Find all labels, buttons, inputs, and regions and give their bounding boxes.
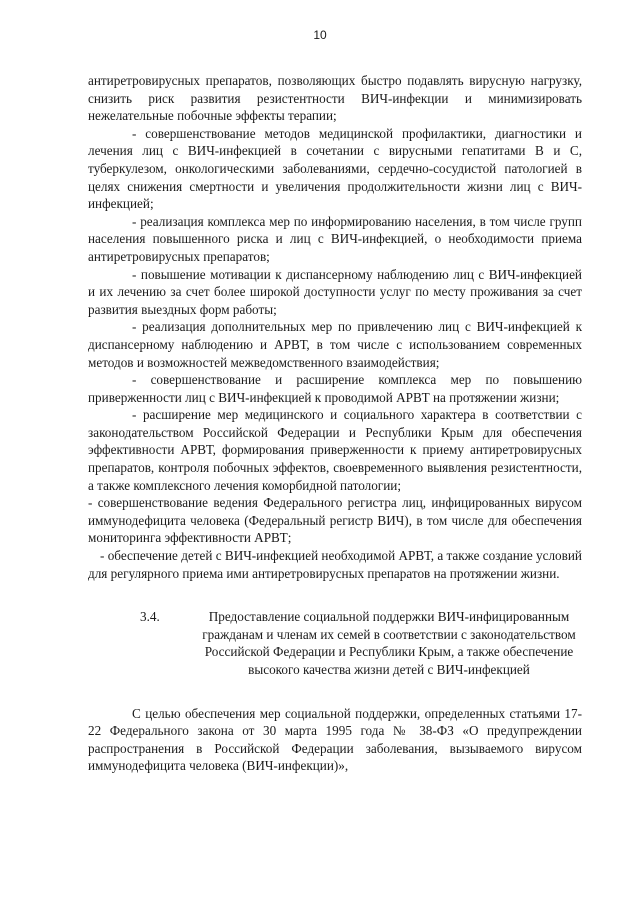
section-heading bbox=[88, 608, 582, 678]
list-item-additional-measures: - реализация дополнительных мер по привлечению лиц с ВИЧ-инфекцией к диспансерному наблюдению и АРВТ, в том числе с использованием современных методов и возможностей межведомственного взаимодействия; bbox=[88, 319, 582, 370]
list-item-adherence: - совершенствование и расширение комплекса мер по повышению приверженности лиц с ВИЧ-инфекцией к проводимой АРВТ на протяжении жизни; bbox=[88, 372, 582, 405]
list-item-informing: - реализация комплекса мер по информированию населения, в том числе групп населения повышенного риска и лиц с ВИЧ-инфекцией, о необходимости приема антиретровирусных препаратов; bbox=[88, 213, 582, 264]
page-number: 10 bbox=[313, 28, 327, 42]
closing-paragraph: С целью обеспечения мер социальной поддержки, определенных статьями 17-22 Федерального закона от 30 марта 1995 года № 38-ФЗ «О предупреждении распространения в Российской Федерации заболевания, вызываемого вирусом иммунодефицита человека (ВИЧ-инфекции)», bbox=[88, 705, 582, 774]
document-body bbox=[88, 72, 582, 775]
list-item-motivation: - повышение мотивации к диспансерному наблюдению лиц с ВИЧ-инфекцией и их лечению за счет более широкой доступности услуг по месту проживания за счет развития выездных форм работы; bbox=[88, 266, 582, 317]
section-title: Предоставление социальной поддержки ВИЧ-инфицированным гражданам и членам их семей в соответствии с законодательством Российской Федерации и Республики Крым, а также обеспечение высокого качества жизни детей с ВИЧ-инфекцией bbox=[202, 609, 576, 677]
section-number: 3.4. bbox=[140, 609, 160, 625]
list-item-medical-social: - расширение мер медицинского и социального характера в соответствии с законодательством Российской Федерации и Республики Крым для обеспечения эффективности АРВТ, формирования приверженности к приему антиретровирусных препаратов, контроля побочных эффектов, своевременного выявления резистентности, а также комплексного лечения коморбидной патологии; bbox=[88, 407, 582, 493]
list-item-methods: - совершенствование методов медицинской профилактики, диагностики и лечения лиц с ВИЧ-инфекцией в сочетании с вирусными гепатитами В и С, туберкулезом, онкологическими заболеваниями, сердечно-сосудистой патологией в целях снижения смертности и увеличения продолжительности жизни лиц с ВИЧ-инфекцией; bbox=[88, 125, 582, 212]
paragraph-continuation: антиретровирусных препаратов, позволяющих быстро подавлять вирусную нагрузку, снизить риск развития резистентности ВИЧ-инфекции и минимизировать нежелательные побочные эффекты терапии; bbox=[88, 73, 582, 124]
list-item-federal-register: - совершенствование ведения Федерального регистра лиц, инфицированных вирусом иммунодефицита человека (Федеральный регистр ВИЧ), в том числе для обеспечения мониторинга эффективности АРВТ; bbox=[88, 495, 582, 546]
list-item-children: - обеспечение детей с ВИЧ-инфекцией необходимой АРВТ, а также создание условий для регулярного приема ими антиретровирусных препаратов на протяжении жизни. bbox=[88, 548, 582, 581]
